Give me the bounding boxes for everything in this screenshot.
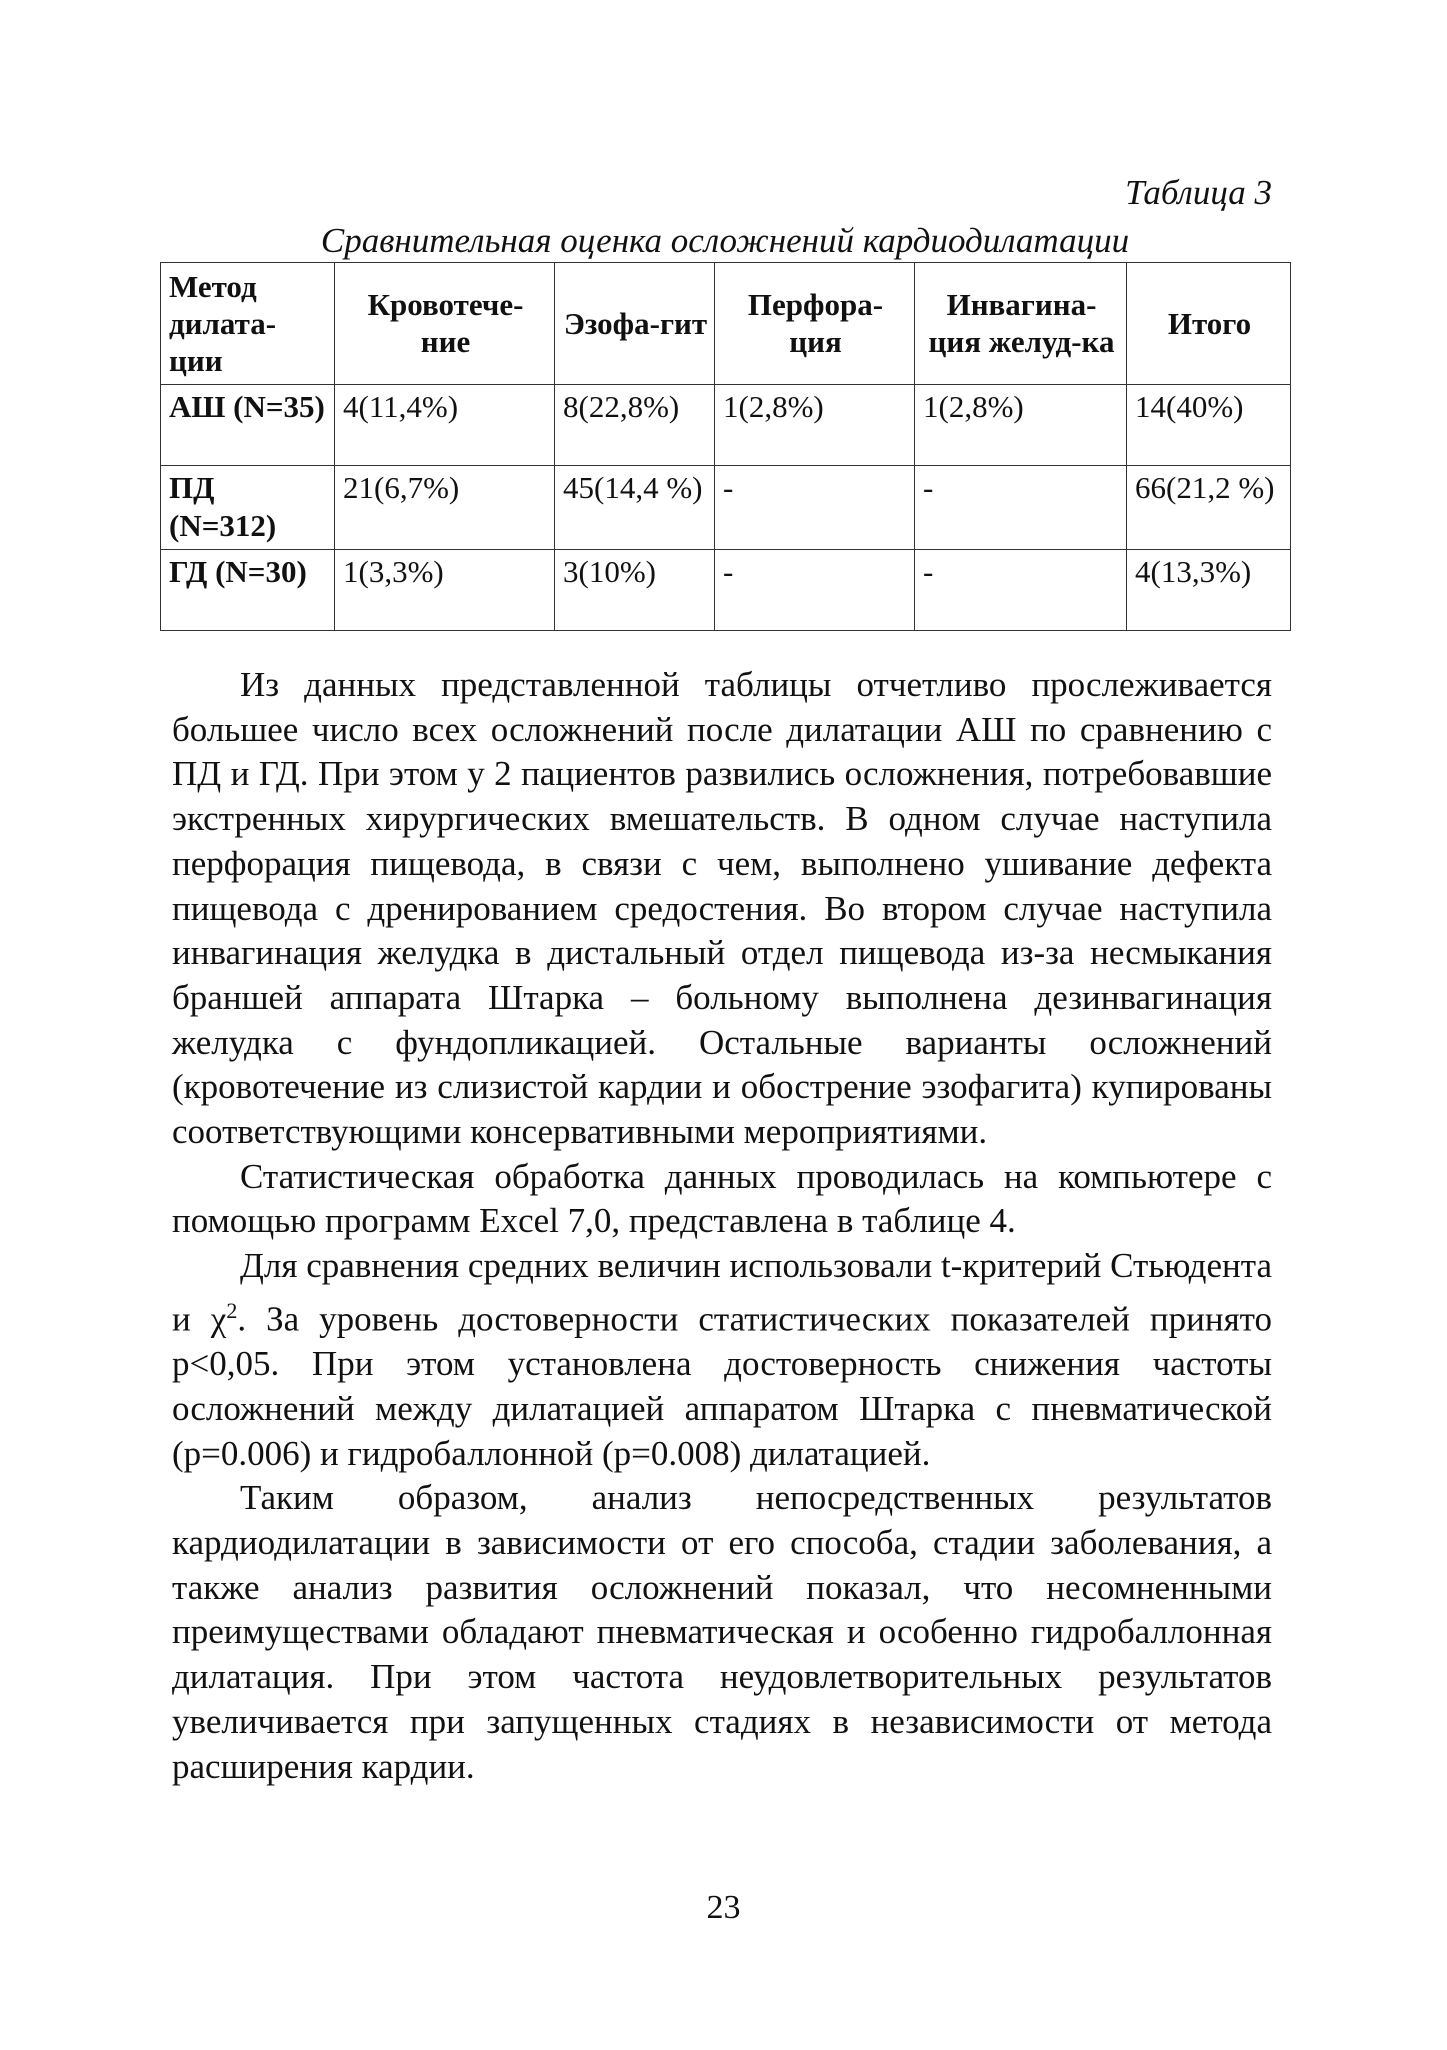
table-cell: 1(3,3%) xyxy=(335,550,555,631)
table-label: Таблица 3 xyxy=(1125,173,1272,212)
table-cell: - xyxy=(715,550,915,631)
table-cell: 8(22,8%) xyxy=(555,385,715,466)
table-cell: 1(2,8%) xyxy=(915,385,1127,466)
row-method: ПД (N=312) xyxy=(161,466,335,550)
row-method: АШ (N=35) xyxy=(161,385,335,466)
paragraph: Таким образом, анализ непосредственных результатов кардиодилатации в зависимости от его способа, стадии заболевания, а также анализ развития осложнений показал, что несомненными преимуществами обладают пневматическая и особенно гидробаллонная дилатация. При этом частота неудовлетворительных результатов увеличивается при запущенных стадиях в независимости от метода расширения кардии. xyxy=(172,1478,1272,1786)
table-cell: 4(11,4%) xyxy=(335,385,555,466)
header-bleeding: Кровотече-ние xyxy=(335,263,555,385)
table-row xyxy=(161,385,1291,466)
paragraph-text: Для сравнения средних величин использовали t-критерий Стьюдента и xyxy=(172,1246,1272,1339)
table-header-row xyxy=(161,263,1291,385)
header-perforation: Перфора-ция xyxy=(715,263,915,385)
table-cell: 14(40%) xyxy=(1127,385,1291,466)
page-number: 23 xyxy=(706,1889,741,1926)
header-esophagitis: Эзофа-гит xyxy=(555,263,715,385)
paragraph-text: . За уровень достоверности статистических показателей принято р<0,05. При этом установлена достоверность снижения частоты осложнений между дилатацией аппаратом Штарка с пневматической (р=0.006) и гидробаллонной (р=0.008) дилатацией. xyxy=(172,1299,1272,1473)
table-cell: 3(10%) xyxy=(555,550,715,631)
table-cell: 1(2,8%) xyxy=(715,385,915,466)
row-method: ГД (N=30) xyxy=(161,550,335,631)
table-row xyxy=(161,550,1291,631)
header-total: Итого xyxy=(1127,263,1291,385)
complications-table xyxy=(160,262,1291,631)
paragraph: Из данных представленной таблицы отчетливо прослеживается большее число всех осложнений после дилатации АШ по сравнению с ПД и ГД. При этом у 2 пациентов развились осложнения, потребовавшие экстренных хирургических вмешательств. В одном случае наступила перфорация пищевода, в связи с чем, выполнено ушивание дефекта пищевода с дренированием средостения. Во втором случае наступила инвагинация желудка в дистальный отдел пищевода из-за несмыкания браншей аппарата Штарка – больному выполнена дезинвагинация желудка с фундопликацией. Остальные варианты осложнений (кровотечение из слизистой кардии и обострение эзофагита) купированы соответствующими консервативными мероприятиями. xyxy=(172,665,1272,1152)
table-cell: 4(13,3%) xyxy=(1127,550,1291,631)
paragraph xyxy=(172,1244,1272,1476)
table-cell: 45(14,4 %) xyxy=(555,466,715,550)
table-cell: - xyxy=(715,466,915,550)
body-text xyxy=(172,663,1272,1789)
table-row xyxy=(161,466,1291,550)
header-invagination: Инвагина-ция желуд-ка xyxy=(915,263,1127,385)
table-cell: 66(21,2 %) xyxy=(1127,466,1291,550)
table-title: Сравнительная оценка осложнений кардиодилатации xyxy=(320,221,1130,260)
table-cell: - xyxy=(915,550,1127,631)
header-method: Метод дилата-ции xyxy=(161,263,335,385)
table-cell: 21(6,7%) xyxy=(335,466,555,550)
superscript: 2 xyxy=(226,1297,238,1323)
table-cell: - xyxy=(915,466,1127,550)
chi-symbol: χ xyxy=(210,1299,227,1339)
paragraph: Статистическая обработка данных проводилась на компьютере с помощью программ Excel 7,0, представлена в таблице 4. xyxy=(172,1156,1272,1241)
